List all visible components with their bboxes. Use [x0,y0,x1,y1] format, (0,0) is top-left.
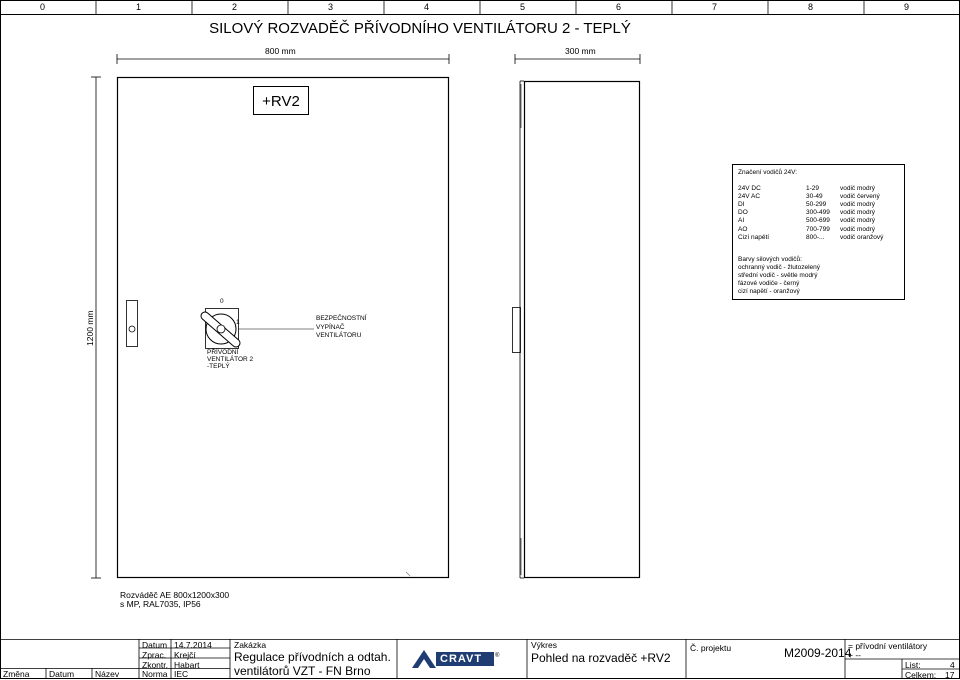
cabinet-spec-line: Rozváděč AE 800x1200x300 [120,590,230,600]
legend-range: 50-299 [806,201,827,209]
legend-type: AI [738,217,745,225]
legend-type: DO [738,209,748,217]
wiring-legend-heading: Značení vodičů 24V: [738,169,798,176]
registered-mark-icon: ® [495,653,500,659]
column-ticks [96,0,864,14]
tb-checked-value: Habart [174,660,200,670]
column-number: 2 [232,2,238,12]
legend-color: vodič modrý [840,209,876,217]
cravt-logo-text: CRAVT [440,653,483,665]
switch-nameplate-line: PŘÍVODNÍ [207,349,239,356]
legend-color: vodič oranžový [840,233,884,241]
total-number: 17 [945,670,955,680]
project-label: Č. projektu [690,643,732,653]
legend-color: vodič modrý [840,225,876,233]
tb-drawn-label: Zprac. [142,650,167,660]
power-color-line: cizí napětí - oranžový [738,288,800,296]
switch-label-line: BEZPEČNOSTNÍ [316,315,367,322]
legend-type: DI [738,201,745,209]
wiring-legend [738,170,903,298]
width-dimension-label: 800 mm [265,46,296,56]
switch-nameplate-line: -TEPLÝ [207,363,230,370]
legend-range: 1-29 [806,185,820,192]
legend-type: AO [738,225,748,233]
legend-color: vodič modrý [840,217,876,225]
cabinet-label-plate [253,86,309,115]
location-line: + -- [848,650,861,660]
total-label: Celkem: [905,670,937,680]
column-number: 6 [616,2,622,12]
depth-dimension-label: 300 mm [565,46,596,56]
legend-range: 300-499 [806,209,830,217]
switch-position-on: 1 [236,319,240,326]
sheet-label: List: [905,660,921,670]
door-handle [127,301,138,347]
sheet-number: 4 [950,660,955,670]
column-number: 4 [424,2,430,12]
column-number: 3 [328,2,334,12]
column-number: 0 [40,2,46,12]
safety-switch-graphic [205,309,239,349]
tb-date-value: 14.7.2014 [174,640,212,650]
cabinet-label: +RV2 [262,93,300,110]
switch-nameplate-line: VENTILÁTOR 2 [207,356,254,363]
function-line: = přívodní ventilátory [848,641,928,651]
project-number: M2009-2014 [784,646,852,660]
column-number: 9 [904,2,910,12]
order-line-1: Regulace přívodních a odtah. [234,650,391,664]
power-colors-heading: Barvy silových vodičů: [738,256,802,263]
tb-checked-label: Zkontr. [142,660,168,670]
power-color-line: fázové vodiče - černý [738,280,800,288]
power-color-line: střední vodič - světle modrý [738,272,818,280]
column-number: 5 [520,2,526,12]
column-number: 7 [712,2,718,12]
switch-position-off: 0 [220,298,224,305]
legend-range: 700-799 [806,225,830,233]
order-label: Zakázka [234,640,267,650]
column-number: 1 [136,2,142,12]
door-lock [129,326,135,332]
legend-range: 800-... [806,233,825,241]
legend-color: vodič modrý [840,201,876,209]
tb-drawn-value: Krejčí [174,650,196,660]
cabinet-front-outline [118,78,449,578]
switch-label-line: VYPÍNAČ [316,323,345,331]
order-line-2: ventilátorů VZT - FN Brno [234,664,371,678]
cabinet-spec-line: s MP, RAL7035, IP56 [120,599,201,609]
drawing-label: Výkres [531,640,557,650]
legend-range: 30-49 [806,193,823,201]
legend-color: vodič modrý [840,185,876,192]
tb-standard-label: Norma [142,669,168,679]
sheet-border [1,1,960,679]
rev-header-change: Změna [3,669,30,679]
rev-header-name: Název [95,669,120,679]
legend-type: Cizí napětí [738,233,770,241]
cabinet-side-outline [525,82,640,578]
legend-color: vodič červený [840,193,880,201]
side-handle [513,308,521,353]
drawing-name: Pohled na rozvaděč +RV2 [531,651,671,665]
power-color-line: ochranný vodič - žlutozelený [738,264,821,271]
legend-type: 24V AC [738,193,761,201]
legend-type: 24V DC [738,185,761,192]
legend-range: 500-699 [806,217,830,225]
switch-label-line: VENTILÁTORU [316,332,362,339]
page-title: SILOVÝ ROZVADĚČ PŘÍVODNÍHO VENTILÁTORU 2 - TEPLÝ [209,20,631,37]
tb-standard-value: IEC [174,669,189,679]
rev-header-date: Datum [49,669,75,679]
height-dimension-label: 1200 mm [84,310,95,346]
tb-date-label: Datum [142,640,168,650]
column-number: 8 [808,2,814,12]
